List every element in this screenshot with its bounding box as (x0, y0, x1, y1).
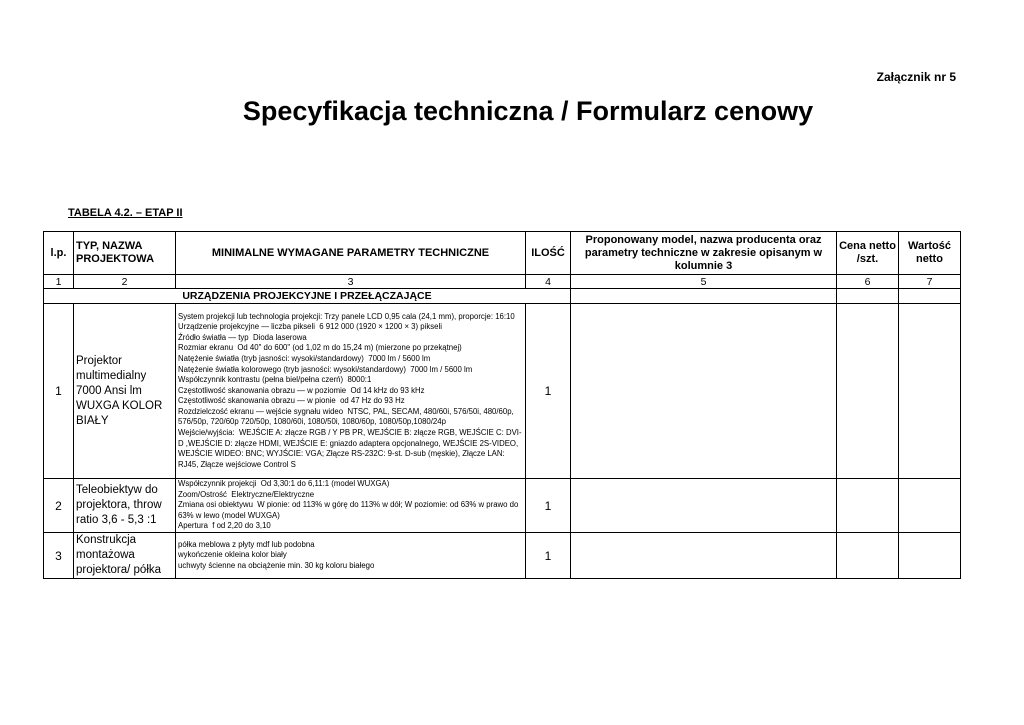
param-line: półka meblowa z płyty mdf lub podobna (178, 539, 315, 549)
param-line: Zoom/Ostrość Elektryczne/Elektryczne (178, 489, 315, 499)
header-lp: l.p. (44, 232, 74, 275)
param-line: uchwyty ścienne na obciążenie min. 30 kg koloru białego (178, 560, 375, 570)
param-line: Natężenie światła kolorowego (tryb jasności: wysoki/standardowy) 7000 lm / 5600 lm (178, 364, 473, 374)
column-number-row (44, 275, 961, 289)
table-title: TABELA 4.2. – ETAP II (68, 207, 183, 219)
param-line: Współczynnik kontrastu (pełna biel/pełna czerń) 8000:1 (178, 375, 372, 385)
row-type: Konstrukcja montażowa projektora/ półka (74, 533, 176, 579)
section-cell (837, 289, 899, 304)
param-line: Źródło światła — typ Dioda laserowa (178, 332, 307, 342)
row-qty: 1 (526, 304, 571, 479)
table-row (44, 479, 961, 533)
row-lp: 3 (44, 533, 74, 579)
row-params (176, 304, 526, 479)
header-type: TYP, NAZWA PROJEKTOWA (74, 232, 176, 275)
param-line: Urządzenie projekcyjne — liczba pikseli 6 912 000 (1920 × 1200 × 3) pikseli (178, 322, 442, 332)
row-params (176, 479, 526, 533)
row-unit-price-field[interactable] (837, 479, 899, 533)
column-number: 3 (176, 275, 526, 289)
specification-table (43, 231, 961, 579)
header-params: MINIMALNE WYMAGANE PARAMETRY TECHNICZNE (176, 232, 526, 275)
column-number: 4 (526, 275, 571, 289)
row-lp: 2 (44, 479, 74, 533)
column-number: 5 (571, 275, 837, 289)
row-unit-price-field[interactable] (837, 533, 899, 579)
column-number: 1 (44, 275, 74, 289)
row-value-field[interactable] (899, 533, 961, 579)
row-proposed-field[interactable] (571, 533, 837, 579)
section-title: URZĄDZENIA PROJEKCYJNE I PRZEŁĄCZAJĄCE (44, 289, 571, 304)
row-proposed-field[interactable] (571, 479, 837, 533)
row-type: Teleobiektyw do projektora, throw ratio 3,6 - 5,3 :1 (74, 479, 176, 533)
header-qty: ILOŚĆ (526, 232, 571, 275)
header-value: Wartość netto (899, 232, 961, 275)
header-unit-price: Cena netto /szt. (837, 232, 899, 275)
param-line: Apertura f od 2,20 do 3,10 (178, 521, 271, 531)
section-cell (899, 289, 961, 304)
param-line: Wejście/wyjścia: WEJŚCIE A: złącze RGB / Y PB PR, WEJŚCIE B: złącze RGB, WEJŚCIE C: DVI-D ,WEJŚCIE D: złącze HDMI, WEJŚCIE E: gniazdo adaptera opcjonalnego, WEJŚCIE 2S-VIDEO, WEJŚCIE WIDEO: BNC; WYJŚCIE: VGA; Złącze RS-232C: 9-st. D-sub (męskie), Złącze LAN: RJ45, Złącze wejściowe Control S (178, 428, 522, 469)
param-line: Rozdzielczość ekranu — wejście sygnału wideo NTSC, PAL, SECAM, 480/60i, 576/50i, 480/60p, 576/50p, 720/60p 720/50p, 1080/60i, 1080/50i, 1080/60p, 1080/50p,1080/24p (178, 406, 516, 427)
row-params (176, 533, 526, 579)
param-line: Częstotliwość skanowania obrazu — w pionie od 47 Hz do 93 Hz (178, 396, 405, 406)
row-type: Projektor multimedialny 7000 Ansi lm WUXGA KOLOR BIAŁY (74, 304, 176, 479)
row-unit-price-field[interactable] (837, 304, 899, 479)
param-line: Natężenie światła (tryb jasności: wysoki/standardowy) 7000 lm / 5600 lm (178, 353, 431, 363)
section-row (44, 289, 961, 304)
column-number: 6 (837, 275, 899, 289)
table-row (44, 304, 961, 479)
table-row (44, 533, 961, 579)
row-qty: 1 (526, 479, 571, 533)
header-row (44, 232, 961, 275)
section-cell (571, 289, 837, 304)
annex-label: Załącznik nr 5 (876, 70, 956, 84)
header-proposed: Proponowany model, nazwa producenta oraz parametry techniczne w zakresie opisanym w kolumnie 3 (571, 232, 837, 275)
column-number: 7 (899, 275, 961, 289)
param-line: Rozmiar ekranu Od 40" do 600" (od 1,02 m do 15,24 m) (mierzone po przekątnej) (178, 343, 462, 353)
param-line: Zmiana osi obiektywu W pionie: od 113% w górę do 113% w dół; W poziomie: od 63% w prawo do 63% w lewo (model WUXGA) (178, 500, 521, 520)
row-value-field[interactable] (899, 479, 961, 533)
row-qty: 1 (526, 533, 571, 579)
row-value-field[interactable] (899, 304, 961, 479)
param-line: Współczynnik projekcji Od 3,30:1 do 6,11:1 (model WUXGA) (178, 479, 390, 489)
param-line: Częstotliwość skanowania obrazu — w poziomie Od 14 kHz do 93 kHz (178, 385, 425, 395)
row-proposed-field[interactable] (571, 304, 837, 479)
param-line: wykończenie okleina kolor biały (178, 550, 287, 560)
param-line: System projekcji lub technologia projekcji: Trzy panele LCD 0,95 cala (24,1 mm), proporcje: 16:10 (178, 311, 515, 321)
column-number: 2 (74, 275, 176, 289)
page-title: Specyfikacja techniczna / Formularz cenowy (242, 96, 814, 126)
row-lp: 1 (44, 304, 74, 479)
